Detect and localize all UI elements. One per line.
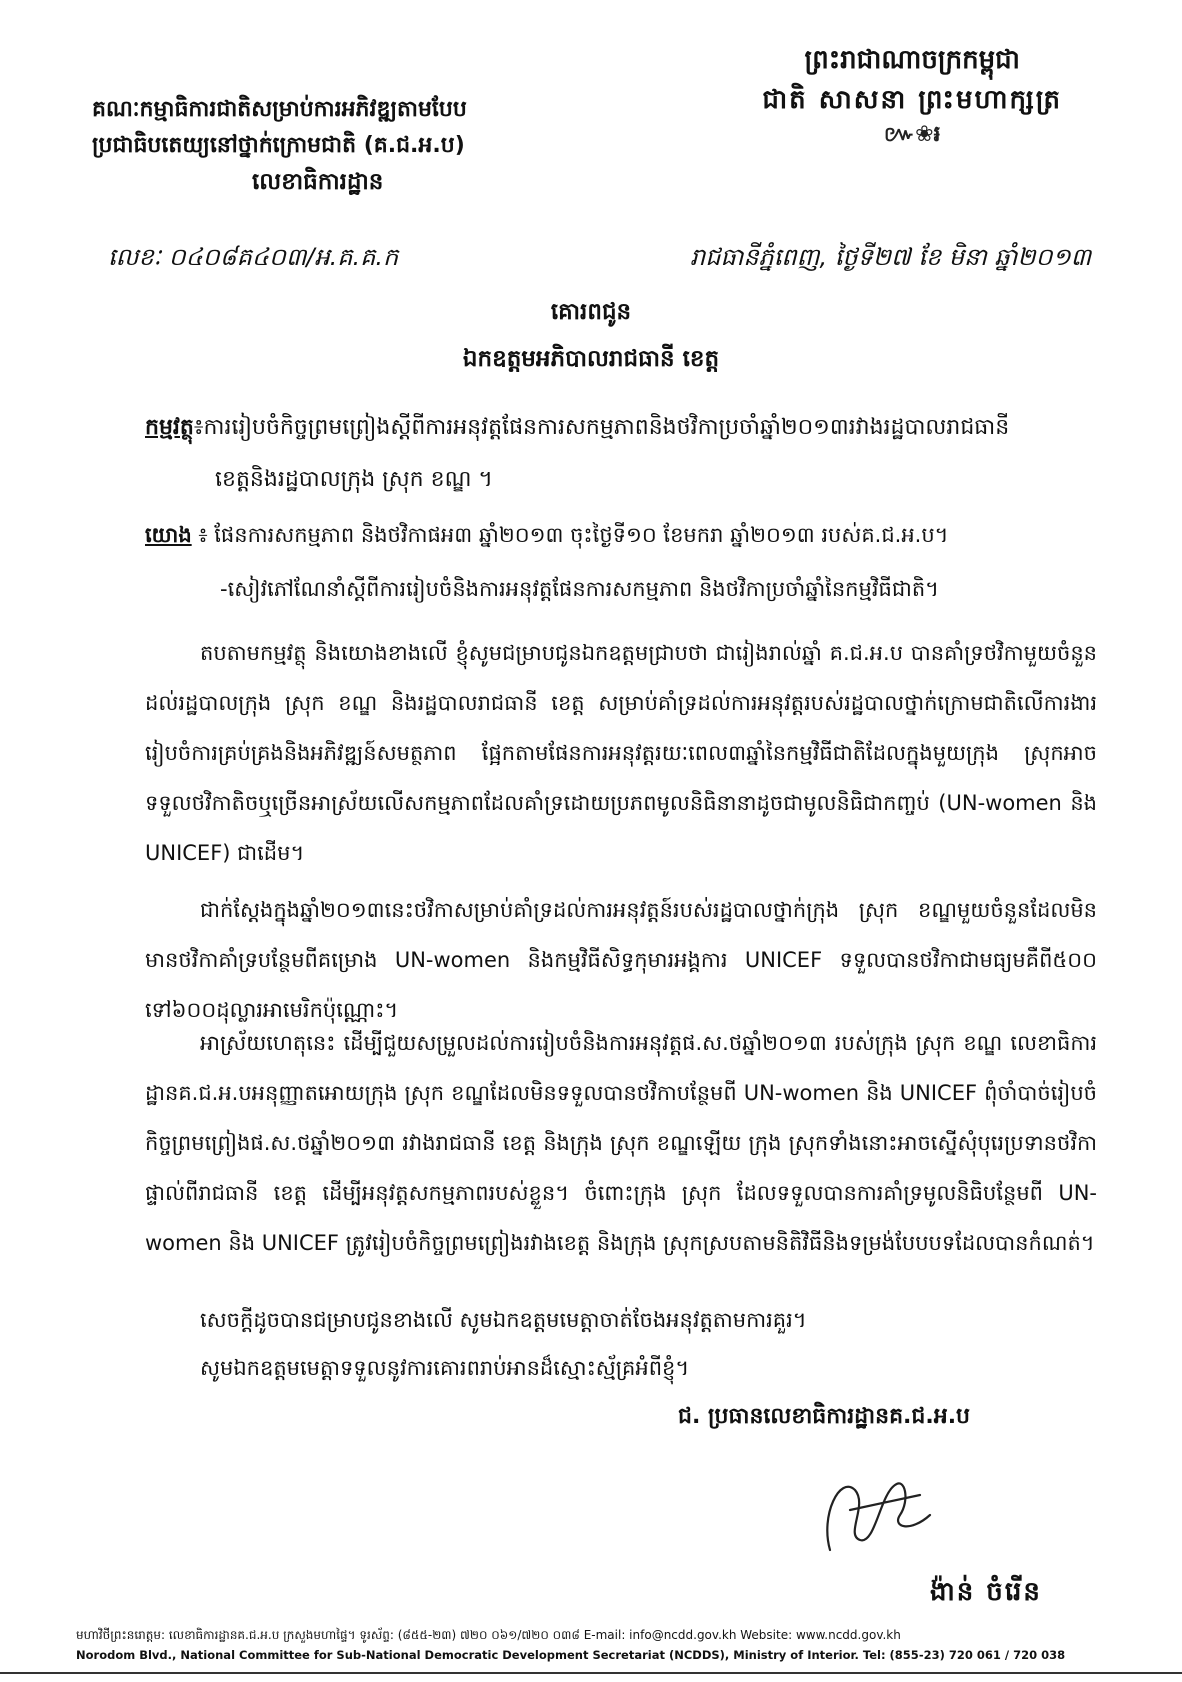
agency-header — [92, 92, 467, 200]
recipient-name: ឯកឧត្តមអភិបាលរាជធានី ខេត្ត — [462, 346, 720, 372]
reference-line1: ៖ ផែនការសកម្មភាព និងថវិកាផអ៣ ឆ្នាំ២០១៣ ចុះថ្ងៃទី១០ ខែមករា ឆ្នាំ២០១៣ របស់គ.ជ.អ.ប។ — [198, 523, 949, 547]
reference-label: យោង — [145, 523, 192, 547]
footer-address-english: Norodom Blvd., National Committee for Sub-National Democratic Development Secretariat (NCDDS), Ministry of Interior. Tel: (855-23) 720 061 / 720 038 — [76, 1648, 1066, 1662]
reference-number: លេខៈ ០៤០៨គ៤០៣/អ.គ.គ.ក — [108, 243, 399, 271]
body-paragraph-2: ជាក់ស្តែងក្នុងឆ្នាំ២០១៣នេះថវិកាសម្រាប់គាំទ្រដល់ការអនុវត្តន៍របស់រដ្ឋបាលថ្នាក់ក្រុង ស្រុក ខណ្ឌមួយចំនួនដែលមិនមានថវិកាគាំទ្របន្ថែមពីគម្រោង UN-women និងកម្មវិធីសិទ្ធកុមារអង្គការ UNICEF ទទួលបានថវិកាជាមធ្យមគឺពី៥០០ ទៅ៦០០ដុល្លារអាមេរិកប៉ុណ្ណោះ។ — [145, 898, 1097, 1022]
reference-line2: -សៀវភៅណែនាំស្តីពីការរៀបចំនិងការអនុវត្តផែនការសកម្មភាព និងថវិកាប្រចាំឆ្នាំនៃកម្មវិធីជាតិ។ — [220, 577, 940, 601]
agency-name-line2: ប្រជាធិបតេយ្យនៅថ្នាក់ក្រោមជាតិ (គ.ជ.អ.ប) — [92, 133, 465, 158]
signatory-title: ជ. ប្រធានលេខាធិការដ្ឋានគ.ជ.អ.ប — [678, 1404, 971, 1429]
footer-address-khmer: មហាវិថីព្រះនរោត្តម: លេខាធិការដ្ឋានគ.ជ.អ.ប ក្រសួងមហាផ្ទៃ។ ទូរស័ព្ទ: (៨៥៥-២៣) ៧២០ ០៦១/៧២០ ០៣៨ E-mail: info@ncdd.gov.kh Website: www.ncdd.gov.kh — [76, 1628, 901, 1642]
closing-courtesy: សូមឯកឧត្តមមេត្តាទទួលនូវការគោរពរាប់អានដ៏ស្មោះស្ម័គ្រអំពីខ្ញុំ។ — [200, 1356, 690, 1380]
body-paragraph-3: អាស្រ័យហេតុនេះ ដើម្បីជួយសម្រួលដល់ការរៀបចំនិងការអនុវត្តផ.ស.ថឆ្នាំ២០១៣ របស់ក្រុង ស្រុក ខណ្ឌ លេខាធិការដ្ឋានគ.ជ.អ.បអនុញ្ញាតអោយក្រុង ស្រុក ខណ្ឌដែលមិនទទួលបានថវិកាបន្ថែមពី UN-women និង UNICEF ពុំចាំបាច់រៀបចំកិច្ចព្រមព្រៀងផ.ស.ថឆ្នាំ២០១៣ រវាងរាជធានី ខេត្ត និងក្រុង ស្រុក ខណ្ឌឡើយ ក្រុង ស្រុកទាំងនោះអាចស្នើសុំបុរេប្រទានថវិកាផ្ទាល់ពីរាជធានី ខេត្ត ដើម្បីអនុវត្តសកម្មភាពរបស់ខ្លួន។ ចំពោះក្រុង ស្រុក ដែលទទួលបានការគាំទ្រមូលនិធិបន្ថែមពី UN-women និង UNICEF ត្រូវរៀបចំកិច្ចព្រមព្រៀងរវាងខេត្ត និងក្រុង ស្រុកស្របតាមនិតិវិធីនិងទម្រង់បែបបទដែលបានកំណត់។ — [145, 1031, 1097, 1255]
closing-request: សេចក្តីដូចបានជម្រាបជូនខាងលើ សូមឯកឧត្តមមេត្តាចាត់ចែងអនុវត្តតាមការគួរ។ — [200, 1308, 807, 1332]
reference-block — [145, 508, 1095, 616]
subject-label: កម្មវត្ថុ — [145, 415, 194, 440]
subject-continuation: ខេត្តនិងរដ្ឋបាលក្រុង ស្រុក ខណ្ឌ ។ — [215, 467, 493, 492]
salutation: គោរពជូន — [550, 299, 632, 325]
subject-text: ៖ការរៀបចំកិច្ចព្រមព្រៀងស្តីពីការអនុវត្តផែនការសកម្មភាពនិងថវិកាប្រចាំឆ្នាំ២០១៣រវាងរដ្ឋបាលរាជធានី — [193, 415, 1010, 440]
kingdom-header — [762, 40, 1062, 150]
agency-name-line1: គណៈកម្មាធិការជាតិសម្រាប់ការអភិវឌ្ឍតាមបែប — [92, 97, 467, 122]
subject-block — [145, 402, 1095, 506]
signatory-name: ង៉ាន់ ចំរើន — [930, 1577, 1042, 1607]
handwritten-signature — [800, 1455, 950, 1565]
national-motto: ជាតិ សាសនា ព្រះមហាក្សត្រ — [762, 85, 1062, 115]
footer — [76, 1625, 1106, 1665]
footer-rule — [0, 1672, 1182, 1674]
ornament-divider: ៚❀៛ — [883, 122, 941, 147]
secretariat-label: លេខាធិការដ្ឋាន — [252, 169, 384, 195]
place-and-date: រាជធានីភ្នំពេញ, ថ្ងៃទី២៧ ខែ មិនា ឆ្នាំ២០១៣ — [690, 243, 1092, 271]
kingdom-title: ព្រះរាជាណាចក្រកម្ពុជា — [804, 45, 1020, 75]
body-paragraph-1: តបតាមកម្មវត្ថុ និងយោងខាងលើ ខ្ញុំសូមជម្រាបជូនឯកឧត្តមជ្រាបថា ជារៀងរាល់ឆ្នាំ គ.ជ.អ.ប បានគាំទ្រថវិកាមួយចំនួនដល់រដ្ឋបាលក្រុង ស្រុក ខណ្ឌ និងរដ្ឋបាលរាជធានី ខេត្ត សម្រាប់គាំទ្រដល់ការអនុវត្តរបស់រដ្ឋបាលថ្នាក់ក្រោមជាតិលើការងាររៀបចំការគ្រប់គ្រងនិងអភិវឌ្ឍន៍សមត្ថភាព ផ្អែកតាមផែនការអនុវត្តរយៈពេល៣ឆ្នាំនៃកម្មវិធីជាតិដែលក្នុងមួយក្រុង ស្រុកអាចទទួលថវិកាតិចឬច្រើនអាស្រ័យលើសកម្មភាពដែលគាំទ្រដោយប្រភពមូលនិធិនានាដូចជាមូលនិធិជាកញ្ចប់ (UN-women និង UNICEF) ជាដើម។ — [145, 641, 1097, 865]
